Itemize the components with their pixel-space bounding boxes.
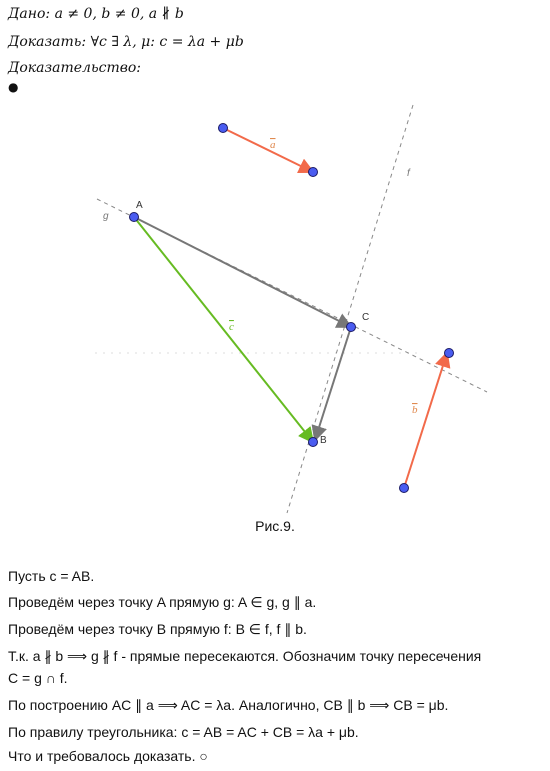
proof-line-4a: Т.к. a ∦ b ⟹ g ∦ f - прямые пересекаются. Обозначим точку пересечения xyxy=(8,648,482,664)
point-b-end xyxy=(445,349,454,358)
label-C: C xyxy=(362,312,370,323)
point-a-start xyxy=(219,124,228,133)
vector-a xyxy=(223,128,313,172)
proof-label: Доказательство: xyxy=(8,60,142,76)
given-text: a ≠ 0, b ≠ 0, a ∦ b xyxy=(54,6,184,22)
point-b-start xyxy=(400,484,409,493)
point-A xyxy=(130,213,139,222)
proof-line-1: Пусть c = AB. xyxy=(8,568,95,584)
point-C xyxy=(347,323,356,332)
given-label: Дано: xyxy=(8,6,51,22)
vector-AC xyxy=(134,217,351,327)
label-vector-b: b xyxy=(412,404,418,416)
prove-label: Доказать: xyxy=(8,34,87,50)
label-g: g xyxy=(103,211,109,222)
proof-line-6: По правилу треугольника: c = AB = AC + CB = λa + μb. xyxy=(8,724,359,740)
point-a-end xyxy=(309,168,318,177)
figure-caption: Рис.9. xyxy=(255,518,295,534)
label-vector-c: c xyxy=(229,321,234,333)
proof-line-3: Проведём через точку B прямую f: B ∈ f, f ∥ b. xyxy=(8,621,307,637)
prove-line xyxy=(8,34,244,50)
proof-line-7: Что и требовалось доказать. ○ xyxy=(8,748,208,764)
label-f: f xyxy=(407,168,410,179)
proof-line-2: Проведём через точку A прямую g: A ∈ g, g ∥ a. xyxy=(8,594,317,610)
vector-CB xyxy=(315,327,351,440)
label-vector-a: a xyxy=(270,139,276,151)
label-B: B xyxy=(320,435,327,446)
geometry-figure xyxy=(0,95,550,525)
proof-label-line xyxy=(8,60,141,76)
proof-line-4b: C = g ∩ f. xyxy=(8,670,68,686)
bullet: ● xyxy=(8,80,19,94)
label-A: A xyxy=(136,200,143,211)
vector-b xyxy=(404,353,447,488)
line-f xyxy=(287,105,413,513)
proof-line-5: По построению AC ∥ a ⟹ AC = λa. Аналогично, CB ∥ b ⟹ CB = μb. xyxy=(8,697,449,713)
point-B xyxy=(309,438,318,447)
vector-c xyxy=(134,217,313,442)
given-line xyxy=(8,6,184,22)
prove-text: ∀c ∃ λ, μ: c = λa + μb xyxy=(90,34,244,50)
